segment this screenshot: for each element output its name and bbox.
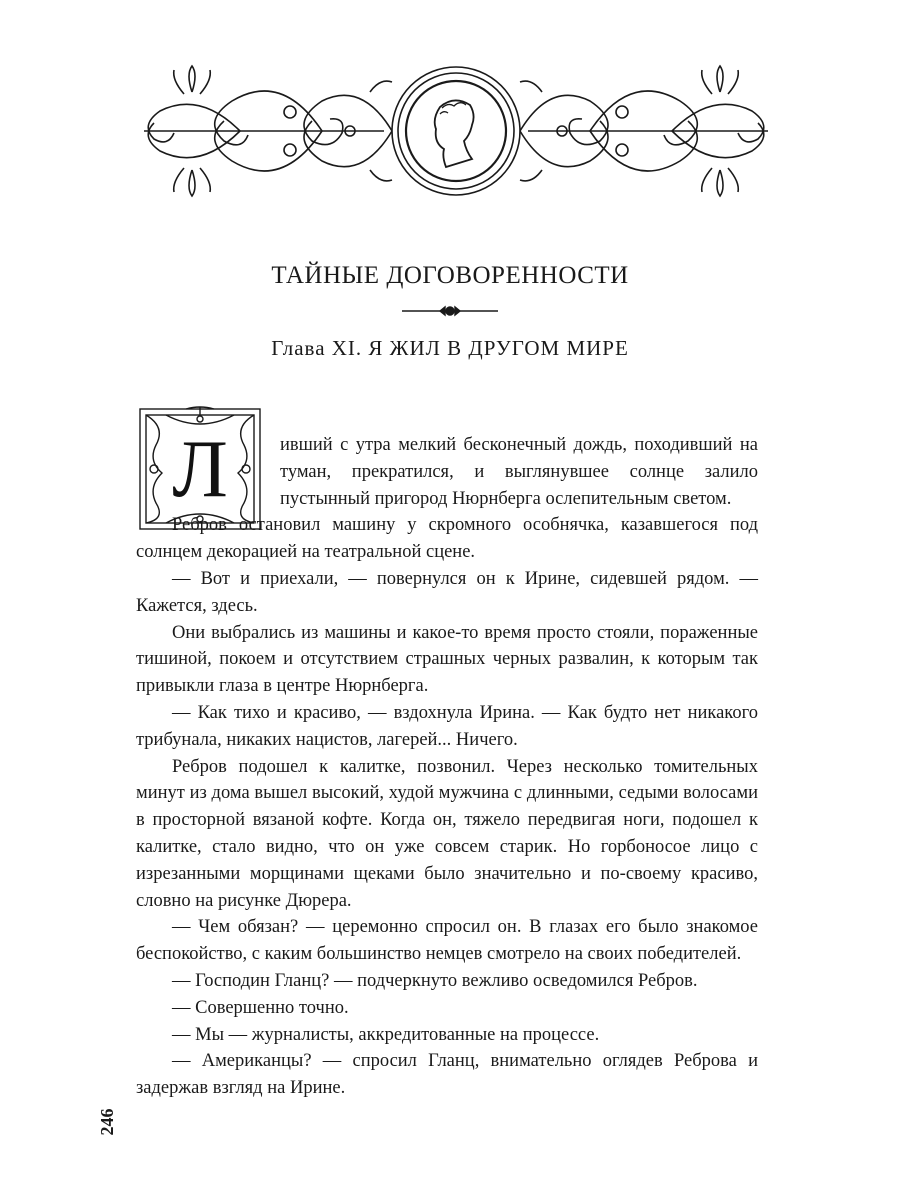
drop-cap-letter: Л <box>172 423 228 514</box>
paragraph: — Американцы? — спросил Гланц, внимательно оглядев Реброва и задержав взгляд на Ирине. <box>136 1051 758 1099</box>
ornament-illustration <box>140 62 772 200</box>
page-number: 246 <box>97 1108 117 1136</box>
divider-ornament <box>400 304 500 318</box>
paragraph: — Господин Гланц? — подчеркнуто вежливо осведомился Ребров. <box>172 970 698 991</box>
paragraph: — Совершенно точно. <box>172 997 349 1018</box>
section-title: ТАЙНЫЕ ДОГОВОРЕННОСТИ <box>271 262 629 289</box>
paragraph-opening: ивший с утра мелкий бесконечный дождь, походивший на туман, прекратился, и выглянувшее солнце залило пустынный пригород Нюрнберга ослепительным светом. <box>280 435 758 509</box>
paragraph: Они выбрались из машины и какое-то время просто стояли, пораженные тишиной, покоем и отсутствием страшных черных развалин, к которым так привыкли глаза в центре Нюрнберга. <box>136 622 758 697</box>
paragraph: — Вот и приехали, — повернулся он к Ирине, сидевшей рядом. — Кажется, здесь. <box>136 568 758 616</box>
chapter-title: Глава XI. Я ЖИЛ В ДРУГОМ МИРЕ <box>271 336 629 360</box>
paragraph: — Мы — журналисты, аккредитованные на процессе. <box>172 1024 600 1045</box>
paragraph: — Чем обязан? — церемонно спросил он. В глазах его было знакомое беспокойство, с каким большинство немцев смотрело на своих победителей. <box>136 917 758 965</box>
paragraph: Ребров подошел к калитке, позвонил. Через несколько томительных минут из дома вышел высокий, худой мужчина с длинными, седыми волосами в просторной вязаной кофте. Когда он, тяжело передвигая ноги, подошел к калитке, стало видно, что он уже совсем старик. Но горбоносое лицо с изрезанными морщинами щеками было значительно и по-своему красиво, словно на рисунке Дюрера. <box>136 756 758 911</box>
paragraph: — Как тихо и красиво, — вздохнула Ирина. — Как будто нет никакого трибунала, никаких нацистов, лагерей... Ничего. <box>136 702 758 750</box>
body-text <box>136 432 758 1102</box>
header-ornament <box>140 62 772 200</box>
paragraph: Ребров остановил машину у скромного особнячка, казавшегося под солнцем декорацией на театральной сцене. <box>136 515 758 563</box>
